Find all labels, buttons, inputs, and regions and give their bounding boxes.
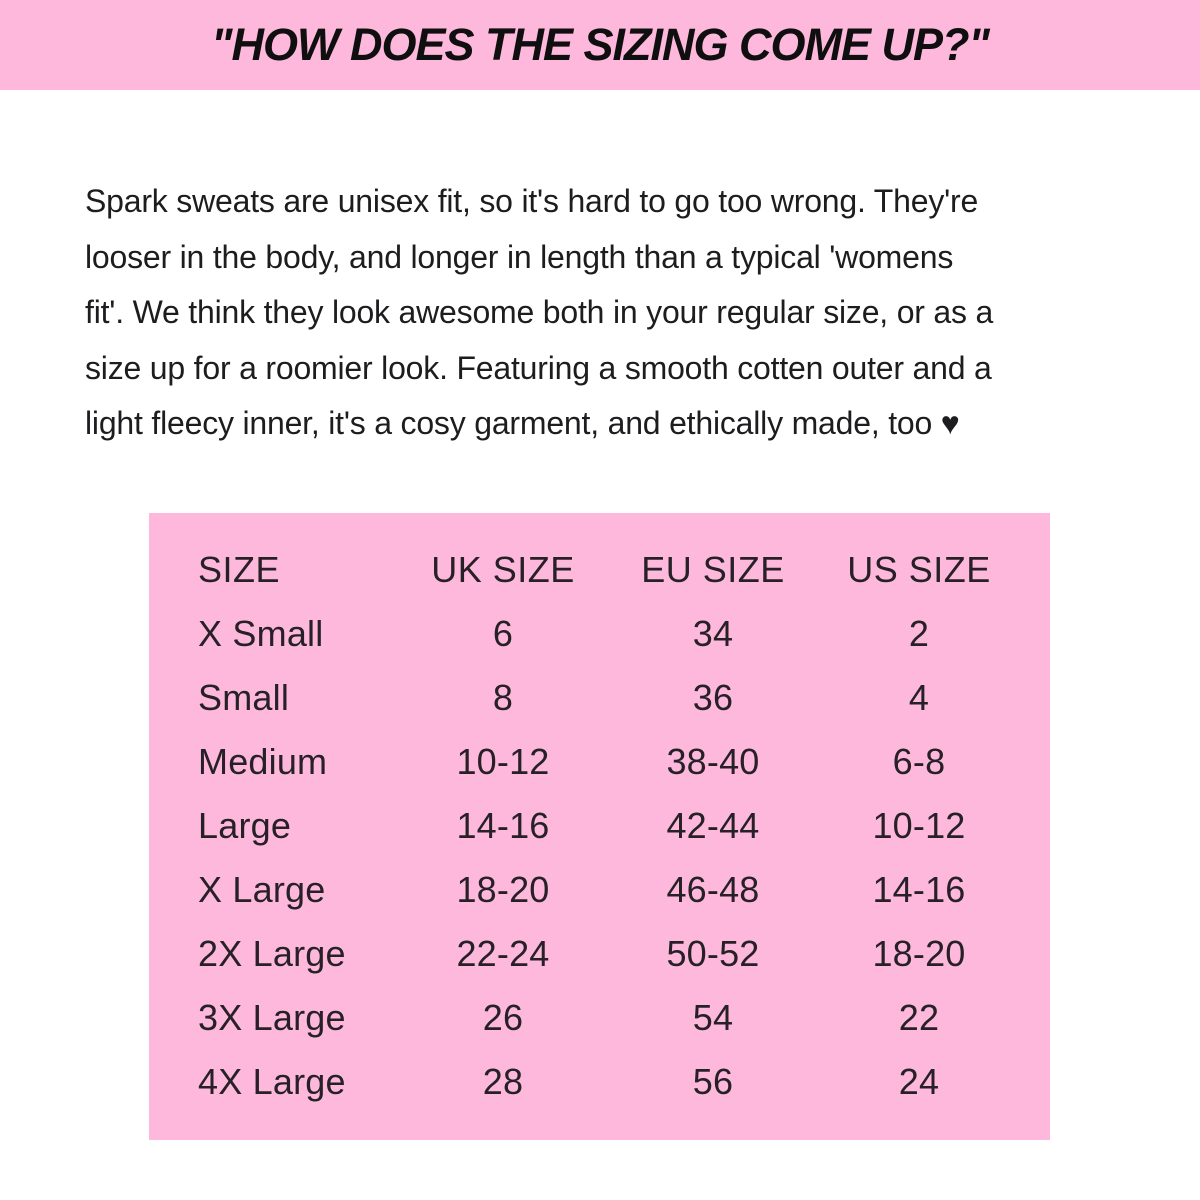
table-row	[198, 666, 1020, 730]
table-header-size: SIZE	[198, 549, 281, 590]
table-cell: 8	[492, 677, 514, 718]
table-cell: 2X Large	[198, 933, 346, 974]
table-header-row	[198, 538, 1020, 602]
table-cell: Large	[198, 805, 292, 846]
table-cell: 24	[898, 1061, 940, 1102]
table-cell: 6-8	[892, 741, 946, 782]
table-cell: X Large	[198, 869, 326, 910]
table-cell: 38-40	[666, 741, 760, 782]
title-banner	[0, 0, 1200, 90]
table-row	[198, 602, 1020, 666]
table-header-uk-size: UK SIZE	[431, 549, 575, 590]
table-row	[198, 1050, 1020, 1114]
table-cell: Small	[198, 677, 290, 718]
table-header-eu-size: EU SIZE	[641, 549, 785, 590]
table-cell: X Small	[198, 613, 324, 654]
table-cell: 56	[692, 1061, 734, 1102]
table-header-us-size: US SIZE	[847, 549, 991, 590]
size-conversion-table	[149, 513, 1050, 1140]
table-row	[198, 730, 1020, 794]
table-cell: 10-12	[456, 741, 550, 782]
table-cell: 4	[908, 677, 930, 718]
table-cell: 22-24	[456, 933, 550, 974]
intro-paragraph	[85, 174, 1145, 452]
table-cell: 42-44	[666, 805, 760, 846]
table-cell: 34	[692, 613, 734, 654]
table-cell: 14-16	[872, 869, 966, 910]
intro-line: light fleecy inner, it's a cosy garment, and ethically made, too ♥	[85, 405, 960, 441]
table-row	[198, 794, 1020, 858]
table-cell: 4X Large	[198, 1061, 346, 1102]
page-title: "HOW DOES THE SIZING COME UP?"	[211, 19, 989, 70]
table-cell: 18-20	[456, 869, 550, 910]
table-cell: 3X Large	[198, 997, 346, 1038]
table-row	[198, 986, 1020, 1050]
table-cell: 54	[692, 997, 734, 1038]
intro-line: size up for a roomier look. Featuring a smooth cotten outer and a	[85, 349, 992, 386]
table-cell: 28	[482, 1061, 524, 1102]
intro-line: Spark sweats are unisex fit, so it's hard to go too wrong. They're	[85, 183, 979, 219]
table-cell: 36	[692, 677, 734, 718]
table-cell: 10-12	[872, 805, 966, 846]
table-cell: 50-52	[666, 933, 760, 974]
intro-line: looser in the body, and longer in length than a typical 'womens	[85, 238, 954, 275]
table-cell: 6	[492, 613, 514, 654]
table-row	[198, 858, 1020, 922]
table-cell: 2	[908, 613, 930, 654]
table-cell: 18-20	[872, 933, 966, 974]
table-cell: 46-48	[666, 869, 760, 910]
table-cell: 14-16	[456, 805, 550, 846]
intro-line: fit'. We think they look awesome both in your regular size, or as a	[85, 294, 994, 330]
table-cell: 22	[898, 997, 940, 1038]
table-cell: 26	[482, 997, 524, 1038]
table-cell: Medium	[198, 741, 328, 782]
table-row	[198, 922, 1020, 986]
